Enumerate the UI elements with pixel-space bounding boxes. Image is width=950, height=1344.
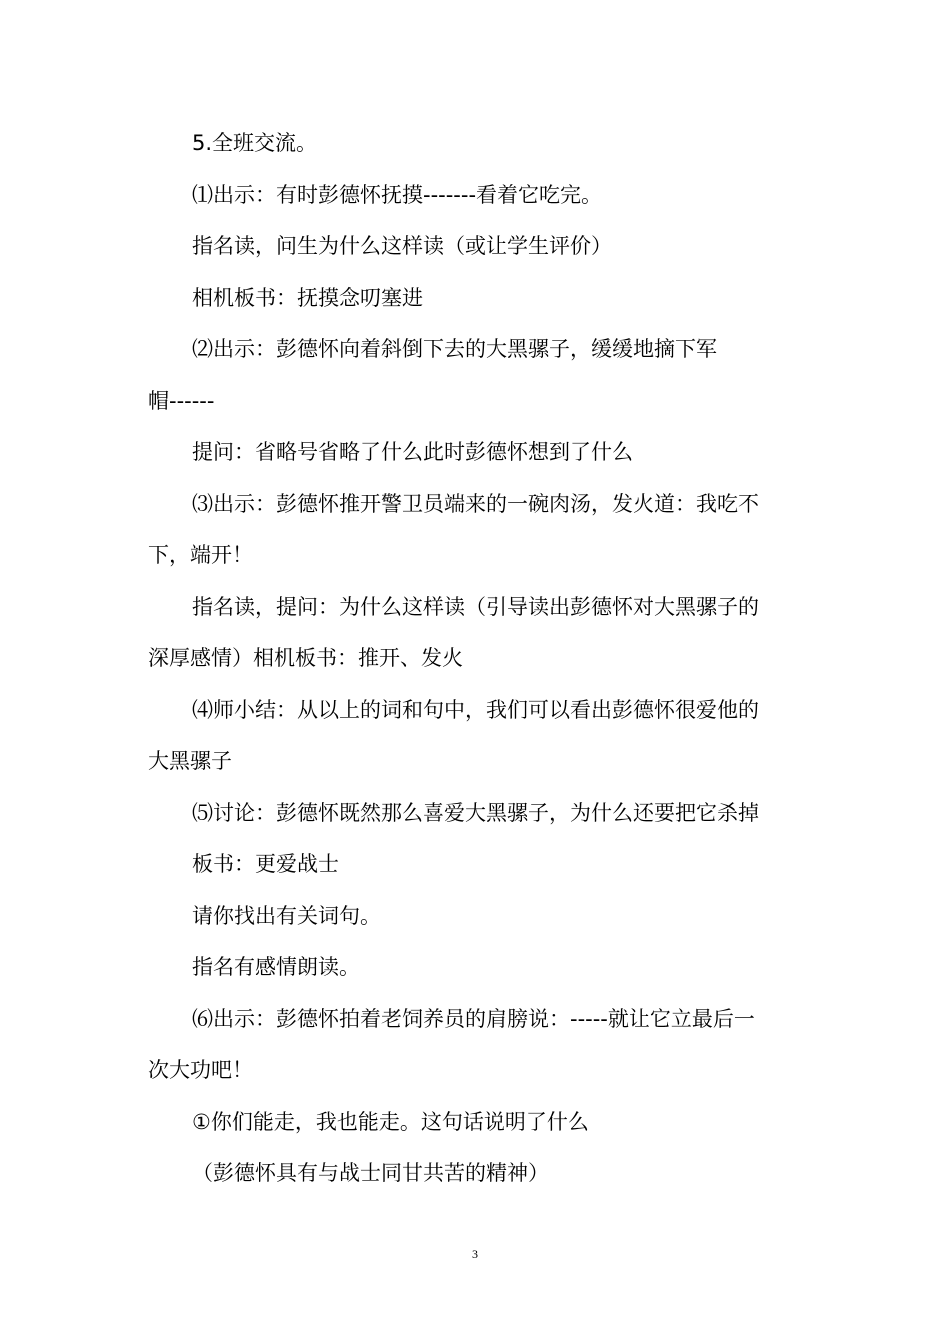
text-line-read-aloud: 指名有感情朗读。: [192, 955, 360, 979]
text-line-item-5: ⑸讨论：彭德怀既然那么喜爱大黑骡子，为什么还要把它杀掉: [192, 800, 759, 825]
text-line-board-2: 板书：更爱战士: [192, 852, 339, 876]
document-body: [148, 118, 800, 1200]
page-number: 3: [472, 1247, 478, 1261]
text-line-item-3: ⑶出示：彭德怀推开警卫员端来的一碗肉汤，发火道：我吃不: [192, 491, 759, 516]
text-line-item-2-cont: 帽------: [148, 388, 215, 413]
text-line-item-2: ⑵出示：彭德怀向着斜倒下去的大黑骡子，缓缓地摘下军: [192, 337, 717, 361]
text-line-sub-1-answer: （彭德怀具有与战士同甘共苦的精神）: [192, 1161, 549, 1185]
text-line-board-1: 相机板书：抚摸念叨塞进: [192, 285, 423, 310]
text-line-find-words: 请你找出有关词句。: [192, 903, 381, 928]
text-line-sub-1: ①你们能走，我也能走。这句话说明了什么: [192, 1109, 589, 1134]
text-line-item-4-cont: 大黑骡子: [148, 749, 232, 773]
text-line-item-3-cont: 下，端开！: [148, 543, 253, 567]
text-line-read-guide: 指名读，提问：为什么这样读（引导读出彭德怀对大黑骡子的: [192, 594, 759, 619]
text-line-read-question: 指名读，问生为什么这样读（或让学生评价）: [192, 234, 612, 258]
text-line-item-4: ⑷师小结：从以上的词和句中，我们可以看出彭德怀很爱他的: [192, 697, 759, 722]
text-line-item-6-cont: 次大功吧！: [148, 1058, 253, 1082]
text-line-item-1: ⑴出示：有时彭德怀抚摸-------看着它吃完。: [192, 182, 603, 207]
text-line-read-guide-cont: 深厚感情）相机板书：推开、发火: [148, 646, 463, 670]
text-line-ellipsis-question: 提问：省略号省略了什么此时彭德怀想到了什么: [192, 440, 633, 464]
text-line-section-5: 5.全班交流。: [192, 131, 318, 155]
text-line-item-6: ⑹出示：彭德怀拍着老饲养员的肩膀说：-----就让它立最后一: [192, 1006, 755, 1031]
